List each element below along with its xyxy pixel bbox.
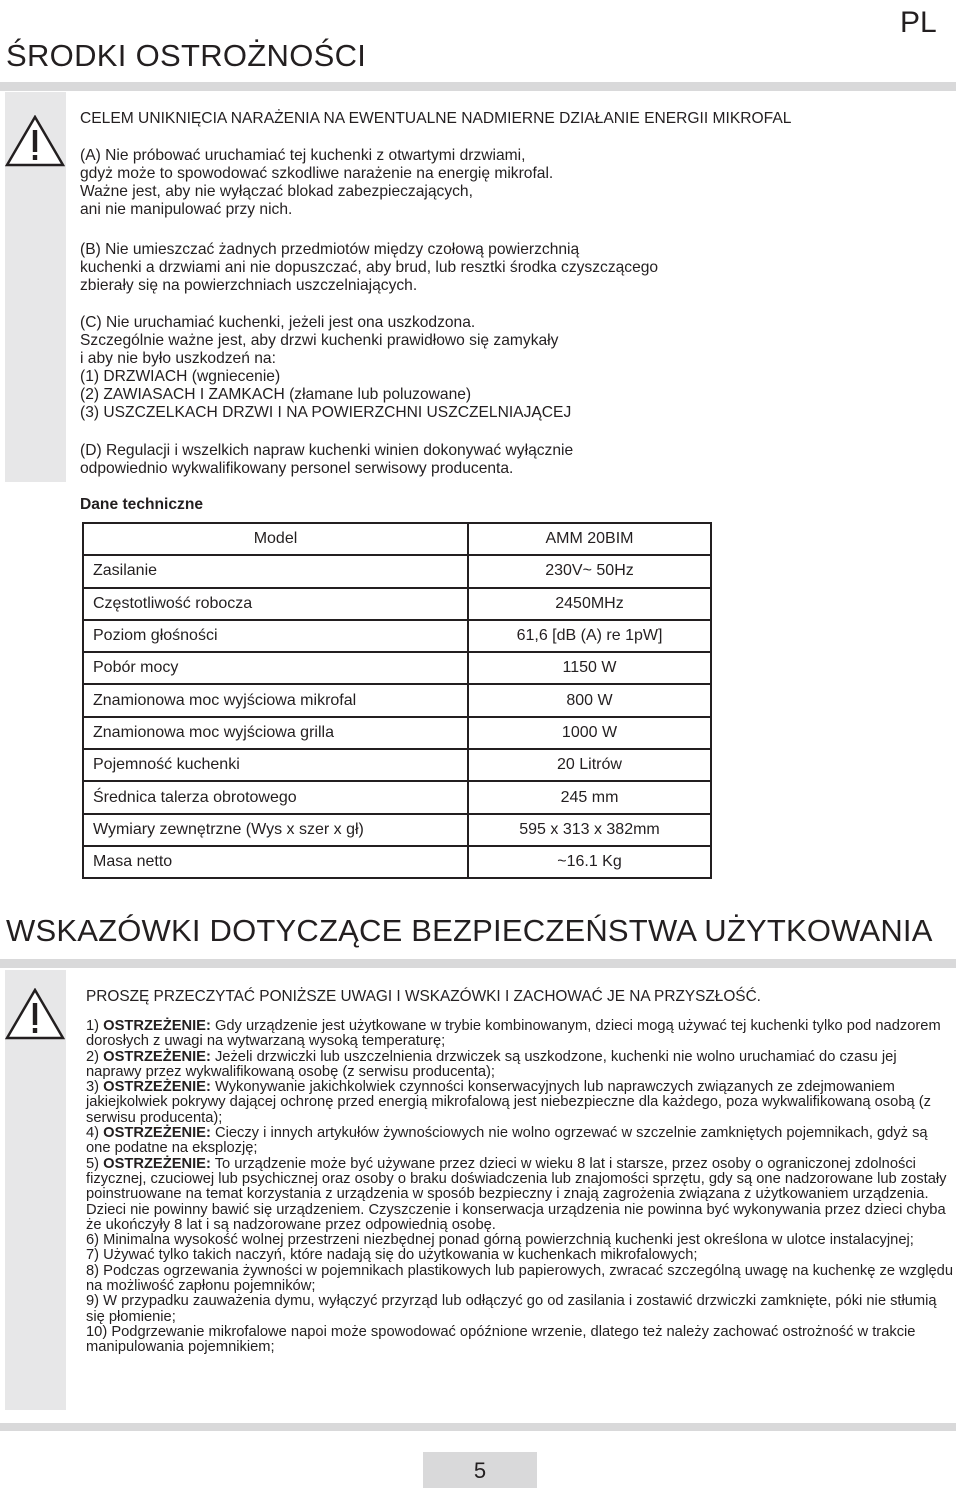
list-item: 8) Podczas ogrzewania żywności w pojemnikach plastikowych lub papierowych, zwracać szczególną uwagę na kuchenkę ze względu na możliwość zapłonu pojemników; bbox=[86, 1262, 954, 1295]
tech-data-table bbox=[82, 522, 712, 879]
warning-triangle-icon bbox=[5, 988, 65, 1040]
table-row bbox=[83, 652, 711, 684]
precaution-c: (C) Nie uruchamiać kuchenki, jeżeli jest ona uszkodzona. Szczególnie ważne jest, aby drzwi kuchenki prawidłowo się zamykały i aby nie było uszkodzeń na: (1) DRZWIACH (wgniecenie) (2) ZAWIASACH I ZAMKACH (złamane lub poluzowane) (3) USZCZELKACH DRZWI I NA POWIERZCHNI USZCZELNIAJĄCEJ bbox=[80, 314, 572, 421]
precaution-b: (B) Nie umieszczać żadnych przedmiotów między czołową powierzchnią kuchenki a drzwiami ani nie dopuszczać, aby brud, lub resztki środka czyszczącego zbierały się na powierzchniach uszczelniających. bbox=[80, 241, 659, 294]
section-title-precautions: ŚRODKI OSTROŻNOŚCI bbox=[6, 38, 367, 73]
page-number: 5 bbox=[473, 1458, 487, 1483]
spec-value: 2450MHz bbox=[468, 588, 711, 620]
precaution-heading: CELEM UNIKNIĘCIA NARAŻENIA NA EWENTUALNE NADMIERNE DZIAŁANIE ENERGII MIKROFAL bbox=[80, 110, 792, 127]
list-item: 5) OSTRZEŻENIE: To urządzenie może być używane przez dzieci w wieku 8 lat i starsze, przez osoby o ograniczonej zdolności fizycznej, czuciowej lub psychicznej oraz osoby o braku doświadczenia lub znajomości sprzętu, gdy są one nadzorowane lub zostały poinstruowane na temat korzystania z urządzenia w sposób bezpieczny i znają zagrożenia związana z użytkowaniem urządzenia. Dzieci nie powinny bawić się urządzeniem. Czyszczenie i konserwacja urządzenia nie powinna być wykonywania przez dzieci chyba że ukończyły 8 lat i są nadzorowane przez odpowiednią osobę. bbox=[86, 1155, 947, 1233]
title-divider-bar bbox=[0, 959, 956, 968]
table-row bbox=[83, 588, 711, 620]
spec-value: 61,6 [dB (A) re 1pW] bbox=[468, 620, 711, 652]
spec-label: Masa netto bbox=[83, 846, 468, 878]
list-item: 7) Używać tylko takich naczyń, które nadają się do użytkowania w kuchenkach mikrofalowych; bbox=[86, 1247, 698, 1264]
list-item: 9) W przypadku zauważenia dymu, wyłączyć przyrząd lub odłączyć go od zasilania i zostawić drzwiczki zamknięte, póki nie stłumią się płomienie; bbox=[86, 1293, 937, 1325]
list-item: 6) Minimalna wysokość wolnej przestrzeni niezbędnej ponad górną powierzchnią kuchenki jest określona w ulotce instalacyjnej; bbox=[86, 1232, 914, 1249]
spec-label: Pobór mocy bbox=[83, 652, 468, 684]
title-divider-bar bbox=[0, 82, 956, 91]
spec-value: AMM 20BIM bbox=[468, 523, 711, 555]
safety-intro: PROSZĘ PRZECZYTAĆ PONIŻSZE UWAGI I WSKAZÓWKI I ZACHOWAĆ JE NA PRZYSZŁOŚĆ. bbox=[86, 988, 761, 1005]
table-row bbox=[83, 846, 711, 878]
warning-triangle-icon bbox=[5, 115, 65, 167]
spec-label: Średnica talerza obrotowego bbox=[83, 781, 468, 813]
list-item: 3) OSTRZEŻENIE: Wykonywanie jakichkolwiek czynności konserwacyjnych lub naprawczych związanych ze zdejmowaniem jakiejkolwiek pokrywy dającej ochronę przed energią mikrofalową jest niebezpieczne dla każdego, poza wykwalifikowaną osobą (z serwisu producenta); bbox=[86, 1079, 931, 1126]
spec-label: Częstotliwość robocza bbox=[83, 588, 468, 620]
tech-data-title: Dane techniczne bbox=[80, 496, 204, 513]
table-row bbox=[83, 717, 711, 749]
spec-label: Poziom głośności bbox=[83, 620, 468, 652]
spec-value: 1000 W bbox=[468, 717, 711, 749]
list-item: 4) OSTRZEŻENIE: Cieczy i innych artykułów żywnościowych nie wolno ogrzewać w szczelnie zamkniętych pojemnikach, gdyż są one podatne na eksplozję; bbox=[86, 1125, 928, 1157]
spec-value: 20 Litrów bbox=[468, 749, 711, 781]
spec-label: Pojemność kuchenki bbox=[83, 749, 468, 781]
spec-value: 595 x 313 x 382mm bbox=[468, 814, 711, 846]
language-code: PL bbox=[900, 6, 937, 39]
list-item: 10) Podgrzewanie mikrofalowe napoi może spowodować opóźnione wrzenie, dlatego też należy zachować ostrożność w trakcie manipulowania pojemnikiem; bbox=[86, 1323, 916, 1356]
list-item: 1) OSTRZEŻENIE: Gdy urządzenie jest użytkowane w trybie kombinowanym, dzieci mogą używać tej kuchenki tylko pod nadzorem dorosłych z uwagi na wytwarzaną wysoką temperaturę; bbox=[86, 1018, 941, 1050]
spec-label: Model bbox=[83, 523, 468, 555]
spec-label: Wymiary zewnętrzne (Wys x szer x gł) bbox=[83, 814, 468, 846]
spec-value: 800 W bbox=[468, 684, 711, 716]
safety-instructions bbox=[86, 988, 954, 1356]
spec-label: Znamionowa moc wyjściowa mikrofal bbox=[83, 684, 468, 716]
section-title-safety: WSKAZÓWKI DOTYCZĄCE BEZPIECZEŃSTWA UŻYTKOWANIA bbox=[6, 913, 933, 948]
table-row bbox=[83, 814, 711, 846]
spec-label: Zasilanie bbox=[83, 555, 468, 587]
list-item: 2) OSTRZEŻENIE: Jeżeli drzwiczki lub uszczelnienia drzwiczek są uszkodzone, kuchenki nie wolno uruchamiać do czasu jej naprawy przez wykwalifikowaną osobę (z serwisu producenta); bbox=[86, 1048, 897, 1080]
spec-value: ~16.1 Kg bbox=[468, 846, 711, 878]
table-row bbox=[83, 555, 711, 587]
footer-divider-bar bbox=[0, 1423, 956, 1431]
table-row bbox=[83, 620, 711, 652]
table-row bbox=[83, 781, 711, 813]
spec-value: 245 mm bbox=[468, 781, 711, 813]
precaution-a: (A) Nie próbować uruchamiać tej kuchenki z otwartymi drzwiami, gdyż może to spowodować szkodliwe narażenie na energię mikrofal. Ważne jest, aby nie wyłączać blokad zabezpieczających, ani nie manipulować przy nich. bbox=[80, 147, 554, 218]
spec-label: Znamionowa moc wyjściowa grilla bbox=[83, 717, 468, 749]
table-row bbox=[83, 684, 711, 716]
table-row bbox=[83, 523, 711, 555]
precaution-d: (D) Regulacji i wszelkich napraw kuchenki winien dokonywać wyłącznie odpowiednio wykwalifikowany personel serwisowy producenta. bbox=[80, 442, 574, 477]
spec-value: 230V~ 50Hz bbox=[468, 555, 711, 587]
table-row bbox=[83, 749, 711, 781]
spec-value: 1150 W bbox=[468, 652, 711, 684]
